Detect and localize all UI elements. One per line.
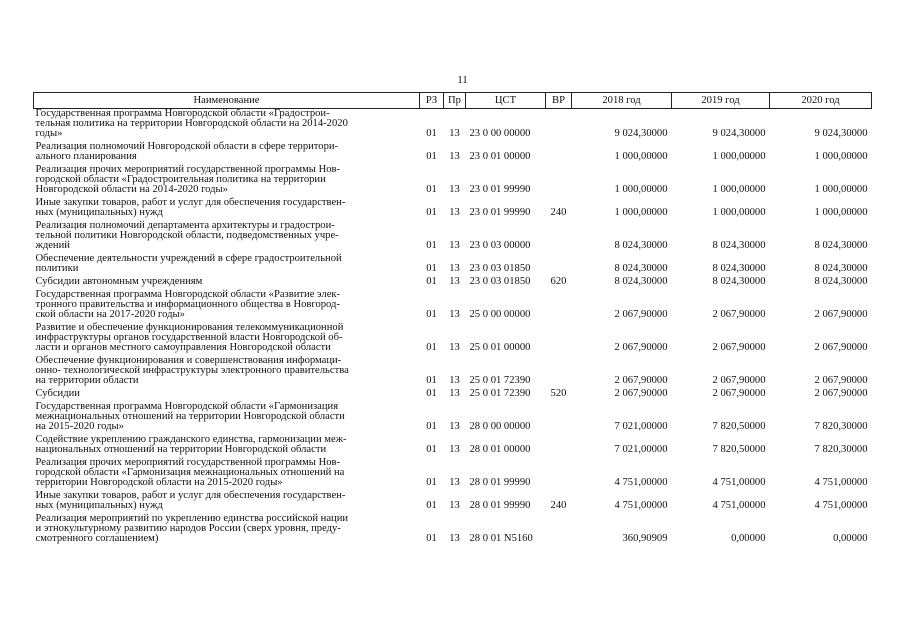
- row-cst: 23 0 03 01850: [469, 263, 531, 274]
- table-row: [34, 386, 872, 399]
- table-row: [34, 109, 872, 140]
- row-rz: 01: [426, 207, 437, 218]
- row-amount-2019: 2 067,90000: [712, 309, 766, 320]
- row-name: Реализация прочих мероприятий государственной программы Нов- городской области «Гармонизация межнациональных отношений на территории Новгородской области на 2015-2020 годы»: [35, 457, 345, 488]
- table-row: [34, 399, 872, 432]
- row-amount-2019: 7 820,50000: [712, 421, 766, 432]
- header-2019: 2019 год: [672, 93, 770, 109]
- row-rz: 01: [426, 388, 437, 399]
- row-pr: 13: [449, 184, 460, 195]
- row-amount-2020: 1 000,00000: [814, 184, 868, 195]
- row-vr: 520: [550, 388, 567, 399]
- row-name: Государственная программа Новгородской области «Развитие элек- тронного правительства и информационного общества в Новгород- ской области на 2017-2020 годы»: [35, 289, 341, 320]
- row-amount-2018: 7 021,00000: [614, 444, 668, 455]
- row-cst: 25 0 01 00000: [469, 342, 531, 353]
- table-body: [34, 109, 872, 545]
- row-amount-2020: 1 000,00000: [814, 151, 868, 162]
- row-pr: 13: [449, 500, 460, 511]
- row-cst: 23 0 00 00000: [469, 128, 531, 139]
- table-row: [34, 218, 872, 251]
- header-2020: 2020 год: [770, 93, 872, 109]
- table-row: [34, 162, 872, 195]
- row-cst: 28 0 01 99990: [469, 477, 531, 488]
- row-name: Субсидии автономным учреждениям: [35, 276, 203, 287]
- row-name: Содействие укреплению гражданского единства, гармонизации меж- национальных отношений на территории Новгородской области: [35, 434, 347, 455]
- row-amount-2018: 1 000,00000: [614, 151, 668, 162]
- header-cst: ЦСТ: [466, 93, 546, 109]
- row-name: Реализация полномочий Новгородской области в сфере территори- ального планирования: [35, 141, 339, 162]
- row-vr: 240: [550, 207, 567, 218]
- page-number: 11: [457, 74, 468, 86]
- row-cst: 25 0 01 72390: [469, 375, 531, 386]
- table-row: [34, 139, 872, 162]
- row-name: Обеспечение функционирования и совершенствования информаци- онно- технологической инфраструктуры электронного правительства на территории области: [35, 355, 349, 386]
- row-name: Государственная программа Новгородской области «Градострои- тельная политика на территории Новгородской области на 2014-2020 годы»: [35, 108, 348, 139]
- row-amount-2019: 4 751,00000: [712, 500, 766, 511]
- row-vr: [546, 511, 572, 544]
- row-amount-2018: 4 751,00000: [614, 500, 668, 511]
- row-cst: 28 0 01 00000: [469, 444, 531, 455]
- row-amount-2020: 2 067,90000: [814, 388, 868, 399]
- row-rz: 01: [426, 375, 437, 386]
- row-vr: [546, 218, 572, 251]
- table-row: [34, 511, 872, 544]
- row-pr: 13: [449, 309, 460, 320]
- table-row: [34, 251, 872, 274]
- table-header-row: [34, 93, 872, 109]
- row-amount-2019: 2 067,90000: [712, 375, 766, 386]
- row-amount-2018: 8 024,30000: [614, 240, 668, 251]
- header-pr: Пр: [444, 93, 466, 109]
- row-vr: [546, 455, 572, 488]
- table-row: [34, 320, 872, 353]
- row-vr: [546, 320, 572, 353]
- row-vr: [546, 162, 572, 195]
- row-pr: 13: [449, 207, 460, 218]
- row-name: Развитие и обеспечение функционирования телекоммуникационной инфраструктуры органов государственной власти Новгородской об- ласти и органов местного самоуправления Новгородской области: [35, 322, 344, 353]
- table-row: [34, 353, 872, 386]
- header-rz: РЗ: [420, 93, 444, 109]
- row-vr: 620: [550, 276, 567, 287]
- row-rz: 01: [426, 342, 437, 353]
- row-cst: 23 0 01 00000: [469, 151, 531, 162]
- row-name: Обеспечение деятельности учреждений в сфере градостроительной политики: [35, 253, 342, 274]
- row-vr: 240: [550, 500, 567, 511]
- table-row: [34, 287, 872, 320]
- table-row: [34, 195, 872, 218]
- row-amount-2020: 8 024,30000: [814, 240, 868, 251]
- row-pr: 13: [449, 444, 460, 455]
- header-name: Наименование: [34, 93, 420, 109]
- row-cst: 28 0 00 00000: [469, 421, 531, 432]
- row-amount-2020: 4 751,00000: [814, 500, 868, 511]
- row-pr: 13: [449, 342, 460, 353]
- row-vr: [546, 353, 572, 386]
- row-pr: 13: [449, 128, 460, 139]
- row-amount-2019: 2 067,90000: [712, 388, 766, 399]
- row-name: Субсидии: [35, 388, 80, 399]
- budget-table: [33, 92, 872, 544]
- row-rz: 01: [426, 240, 437, 251]
- row-cst: 28 0 01 N5160: [469, 533, 533, 544]
- row-amount-2018: 1 000,00000: [614, 207, 668, 218]
- row-amount-2020: 7 820,30000: [814, 421, 868, 432]
- row-cst: 23 0 01 99990: [469, 207, 531, 218]
- row-name: Иные закупки товаров, работ и услуг для обеспечения государствен- ных (муниципальных) нужд: [35, 197, 346, 218]
- row-cst: 23 0 03 00000: [469, 240, 531, 251]
- row-amount-2018: 2 067,90000: [614, 375, 668, 386]
- row-rz: 01: [426, 533, 437, 544]
- row-name: Реализация полномочий департамента архитектуры и градострои- тельной политики Новгородской области, подведомственных учре- ждений: [35, 220, 339, 251]
- row-amount-2019: 1 000,00000: [712, 207, 766, 218]
- row-amount-2018: 7 021,00000: [614, 421, 668, 432]
- row-cst: 25 0 01 72390: [469, 388, 531, 399]
- row-vr: [546, 139, 572, 162]
- row-vr: [546, 287, 572, 320]
- header-2018: 2018 год: [572, 93, 672, 109]
- row-amount-2019: 4 751,00000: [712, 477, 766, 488]
- row-pr: 13: [449, 388, 460, 399]
- row-cst: 23 0 01 99990: [469, 184, 531, 195]
- row-vr: [546, 399, 572, 432]
- row-rz: 01: [426, 184, 437, 195]
- row-name: Реализация мероприятий по укреплению единства российской нации и этнокультурному развитию народов России (сверх уровня, преду- смотренного соглашением): [35, 513, 349, 544]
- row-amount-2018: 8 024,30000: [614, 276, 668, 287]
- row-amount-2020: 9 024,30000: [814, 128, 868, 139]
- row-amount-2020: 8 024,30000: [814, 263, 868, 274]
- row-amount-2020: 7 820,30000: [814, 444, 868, 455]
- row-amount-2018: 2 067,90000: [614, 388, 668, 399]
- row-amount-2019: 8 024,30000: [712, 240, 766, 251]
- row-amount-2019: 0,00000: [731, 533, 766, 544]
- row-cst: 25 0 00 00000: [469, 309, 531, 320]
- row-cst: 28 0 01 99990: [469, 500, 531, 511]
- row-pr: 13: [449, 533, 460, 544]
- row-vr: [546, 432, 572, 455]
- row-pr: 13: [449, 263, 460, 274]
- row-amount-2019: 2 067,90000: [712, 342, 766, 353]
- row-pr: 13: [449, 477, 460, 488]
- table-row: [34, 432, 872, 455]
- row-amount-2020: 2 067,90000: [814, 342, 868, 353]
- row-amount-2020: 2 067,90000: [814, 375, 868, 386]
- row-name: Реализация прочих мероприятий государственной программы Нов- городской области «Градостроительная политика на территории Новгородской области на 2014-2020 годы»: [35, 164, 341, 195]
- row-rz: 01: [426, 151, 437, 162]
- row-amount-2018: 2 067,90000: [614, 309, 668, 320]
- row-amount-2020: 8 024,30000: [814, 276, 868, 287]
- header-vr: ВР: [546, 93, 572, 109]
- table-row: [34, 455, 872, 488]
- row-rz: 01: [426, 477, 437, 488]
- row-pr: 13: [449, 375, 460, 386]
- row-pr: 13: [449, 276, 460, 287]
- row-rz: 01: [426, 309, 437, 320]
- row-amount-2018: 4 751,00000: [614, 477, 668, 488]
- row-vr: [546, 109, 572, 140]
- row-amount-2018: 1 000,00000: [614, 184, 668, 195]
- row-amount-2020: 2 067,90000: [814, 309, 868, 320]
- table-row: [34, 488, 872, 511]
- row-amount-2020: 0,00000: [833, 533, 868, 544]
- row-amount-2018: 9 024,30000: [614, 128, 668, 139]
- row-pr: 13: [449, 421, 460, 432]
- row-amount-2019: 9 024,30000: [712, 128, 766, 139]
- row-rz: 01: [426, 128, 437, 139]
- row-pr: 13: [449, 240, 460, 251]
- row-amount-2020: 4 751,00000: [814, 477, 868, 488]
- row-amount-2019: 1 000,00000: [712, 184, 766, 195]
- row-amount-2018: 360,90909: [622, 533, 668, 544]
- row-rz: 01: [426, 263, 437, 274]
- row-amount-2019: 8 024,30000: [712, 263, 766, 274]
- row-vr: [546, 251, 572, 274]
- row-amount-2018: 2 067,90000: [614, 342, 668, 353]
- row-name: Государственная программа Новгородской области «Гармонизация межнациональных отношений на территории Новгородской области на 2015-2020 годы»: [35, 401, 345, 432]
- row-amount-2019: 8 024,30000: [712, 276, 766, 287]
- row-rz: 01: [426, 421, 437, 432]
- row-cst: 23 0 03 01850: [469, 276, 531, 287]
- row-amount-2019: 7 820,50000: [712, 444, 766, 455]
- row-rz: 01: [426, 500, 437, 511]
- row-amount-2018: 8 024,30000: [614, 263, 668, 274]
- row-name: Иные закупки товаров, работ и услуг для обеспечения государствен- ных (муниципальных) нужд: [35, 490, 346, 511]
- table-row: [34, 274, 872, 287]
- row-amount-2020: 1 000,00000: [814, 207, 868, 218]
- row-rz: 01: [426, 444, 437, 455]
- row-amount-2019: 1 000,00000: [712, 151, 766, 162]
- row-pr: 13: [449, 151, 460, 162]
- row-rz: 01: [426, 276, 437, 287]
